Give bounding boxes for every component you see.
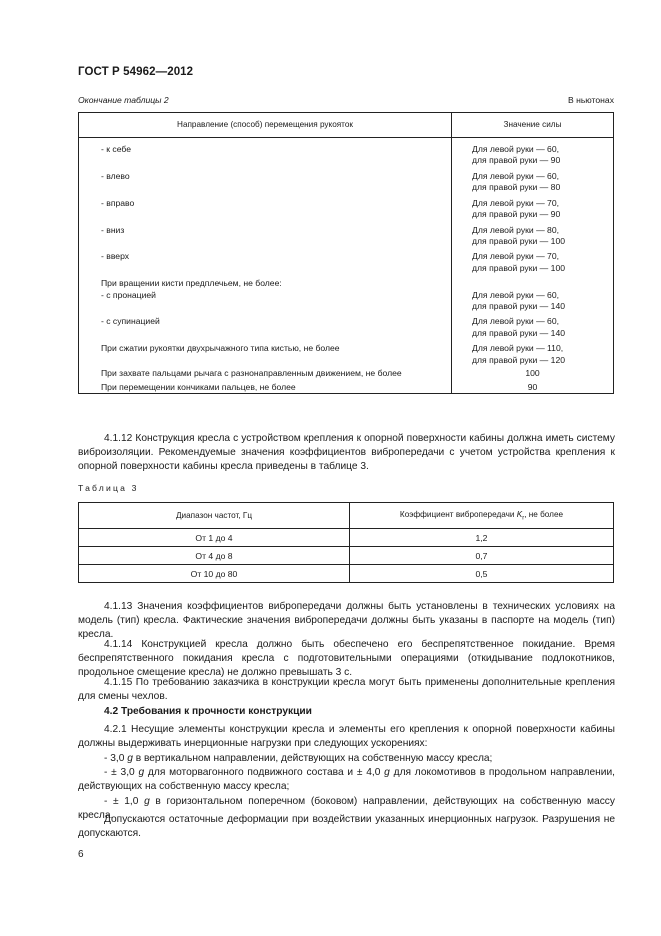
table3-header-coefficient [350, 503, 614, 529]
table2-value-line: 100 [525, 368, 540, 379]
table-row [79, 274, 614, 312]
table-3 [78, 502, 614, 583]
g-symbol: g [384, 767, 390, 778]
paragraph-4-1-12: 4.1.12 Конструкция кресла с устройством крепления к опорной поверхности кабины должна иметь систему виброизоляции. Рекомендуемые значения коэффициентов вибропередачи с учетом устройства крепления к опорной поверхности кабины кресла приведены в таблице 3. [78, 433, 615, 473]
table2-value-line: для правой руки — 120 [472, 354, 565, 365]
table2-direction-line [101, 301, 451, 312]
table-row [79, 138, 614, 167]
table2-value-line: для правой руки — 80 [472, 182, 561, 193]
table2-value-line [472, 278, 613, 289]
g-symbol: g [127, 753, 133, 764]
table2-value [452, 366, 614, 379]
table2-direction-line [101, 155, 451, 166]
table2-direction-line: При вращении кисти предплечьем, не более: [101, 278, 282, 289]
table2-header-value: Значение силы [452, 113, 614, 138]
table2-direction-line: - к себе [101, 144, 131, 154]
table-row [79, 312, 614, 339]
table2-direction [79, 274, 452, 312]
table2-units: В ньютонах [567, 95, 614, 105]
table-row [79, 565, 614, 583]
bullet-text: для моторвагонного подвижного состава и ± 4,0 [144, 767, 385, 778]
table3-coefficient: 1,2 [350, 529, 614, 547]
table2-value-line: 90 [527, 381, 538, 392]
table2-direction [79, 194, 452, 221]
g-symbol: g [144, 796, 150, 807]
table2-direction-line: - вниз [101, 224, 125, 235]
table2-direction-line: При перемещении кончиками пальцев, не более [101, 381, 296, 392]
table3-frequency: От 1 до 4 [79, 529, 350, 547]
table-row [79, 167, 614, 194]
table-row [79, 529, 614, 547]
table2-value [452, 247, 614, 274]
paragraph-4-1-14: 4.1.14 Конструкцией кресла должно быть обеспечено его беспрепятственное покидание. Время беспрепятственного покидания кресла с подготовительными операциями (откидывание подлокотников, продольное смещение кресла) не должно превышать 3 с. [78, 639, 615, 679]
paragraph-4-1-15: 4.1.15 По требованию заказчика в конструкции кресла могут быть применены дополнительные крепления для смены чехлов. [78, 677, 615, 703]
table2-value-line: Для левой руки — 70, [472, 197, 559, 208]
table2-value-line: Для левой руки — 110, [472, 343, 564, 354]
paragraph-4-2-1: 4.2.1 Несущие элементы конструкции кресла и элементы его крепления к опорной поверхности кабины должны выдерживать инерционные нагрузки при следующих ускорениях: [78, 724, 615, 750]
table3-header-k-subscript: r [522, 515, 525, 522]
table2-value-line: для правой руки — 90 [472, 155, 561, 166]
table2-direction-line: - влево [101, 170, 130, 181]
table-row [79, 194, 614, 221]
table2-header-direction: Направление (способ) перемещения рукояток [79, 113, 452, 138]
page-number: 6 [78, 849, 84, 860]
paragraph-deformation: Допускаются остаточные деформации при воздействии указанных инерционных нагрузок. Разрушения не допускаются. [78, 814, 615, 840]
table2-direction [79, 339, 452, 366]
table2-value-line: для правой руки — 140 [472, 327, 565, 338]
table3-coefficient: 0,7 [350, 547, 614, 565]
table3-header-frequency: Диапазон частот, Гц [79, 503, 350, 529]
table2-direction [79, 167, 452, 194]
table2-body [79, 138, 614, 394]
table-row [79, 547, 614, 565]
bullet-text: для локомотивов в продольном направлении, действующих на собственную массу кресла; [78, 767, 616, 793]
table3-header-k-symbol: K [516, 509, 523, 519]
bullet-text: - ± 3,0 [104, 767, 139, 778]
table2-value-line: Для левой руки — 60, [472, 289, 559, 300]
table2-direction-line [101, 236, 451, 247]
table2-value [452, 339, 614, 366]
g-symbol: g [138, 767, 145, 778]
table3-frequency: От 4 до 8 [79, 547, 350, 565]
bullet-text: - 3,0 [104, 753, 128, 764]
table2-direction [79, 221, 452, 248]
table2-direction [79, 366, 452, 379]
table2-value [452, 312, 614, 339]
table3-coefficient: 0,5 [350, 565, 614, 583]
table2-value-line: Для левой руки — 70, [472, 251, 559, 262]
table2-value-line: Для левой руки — 60, [472, 170, 559, 181]
table2-direction [79, 247, 452, 274]
table2-direction-line [101, 209, 451, 220]
table2-direction-line: - с супинацией [101, 316, 160, 327]
table2-value [452, 380, 614, 394]
section-heading-4-2: 4.2 Требования к прочности конструкции [104, 706, 312, 717]
table2-direction-line: При захвате пальцами рычага с разнонаправленным движением, не более [101, 368, 402, 379]
table2-direction-line [101, 328, 451, 339]
table2-direction-line [101, 263, 451, 274]
table3-header-coefficient-label: Коэффициент вибропередачи [399, 509, 515, 519]
table2-direction-line: - вверх [101, 251, 130, 262]
bullet-text: - ± 1,0 [104, 796, 145, 807]
document-id: ГОСТ Р 54962—2012 [78, 66, 194, 78]
table2-direction-line: При сжатии рукоятки двухрычажного типа кистью, не более [101, 343, 340, 354]
table2-value-line: для правой руки — 90 [472, 209, 561, 220]
table2-value [452, 167, 614, 194]
table2-value-line: Для левой руки — 80, [472, 224, 559, 235]
table2-direction [79, 380, 452, 394]
table2-direction-line [101, 355, 451, 366]
table2-direction [79, 138, 452, 167]
bullet-text: в горизонтальном поперечном (боковом) направлении, действующих на собственную массу кресла. [78, 796, 615, 822]
table-row [79, 366, 614, 379]
table-2 [78, 112, 614, 394]
table-row [79, 339, 614, 366]
table2-value-line: Для левой руки — 60, [472, 316, 559, 327]
paragraph-4-1-13: 4.1.13 Значения коэффициентов вибропередачи должны быть установлены в технических условиях на модель (тип) кресла. Фактические значения вибропередачи должны быть указаны в паспорте на модель (тип) кресла. [78, 601, 615, 641]
table2-value [452, 138, 614, 167]
table3-caption: Таблица 3 [78, 483, 139, 493]
bullet-text: в вертикальном направлении, действующих на собственную массу кресла; [132, 753, 493, 764]
table2-direction-line: - вправо [101, 197, 135, 208]
table2-value [452, 194, 614, 221]
table2-value [452, 221, 614, 248]
table2-direction-line [101, 182, 451, 193]
table2-value-line: для правой руки — 100 [472, 235, 565, 246]
bullet-longitudinal [78, 766, 615, 794]
table2-value-line: для правой руки — 140 [472, 301, 565, 312]
table2-direction-line: - с пронацией [101, 289, 156, 300]
table2-value-line: Для левой руки — 60, [472, 144, 559, 154]
table2-header-row [79, 113, 614, 138]
table3-header-coefficient-suffix: , не более [524, 509, 564, 519]
table2-direction [79, 312, 452, 339]
table2-caption: Окончание таблицы 2 [78, 95, 169, 105]
bullet-vertical [78, 752, 615, 766]
table-row [79, 221, 614, 248]
table-row [79, 247, 614, 274]
table2-value [452, 274, 614, 312]
table3-frequency: От 10 до 80 [79, 565, 350, 583]
table2-value-line: для правой руки — 100 [472, 262, 565, 273]
table3-header-row [79, 503, 614, 529]
table-row [79, 380, 614, 394]
